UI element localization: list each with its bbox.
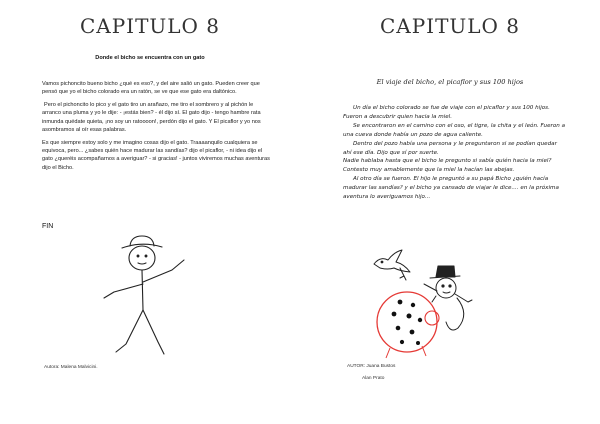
story-text-left [42,80,270,176]
chapter-subtitle-right: El viaje del bicho, el picaflor y sus 100 hijos [376,78,524,86]
author-credit-right: AUTOR: Juana Bustos [347,364,396,369]
paragraph: Vamos pichoncito bueno bicho ¿qué es eso?, y del aire salió un gato. Pueden creer que pensó que yo el bicho colorado era un ratón, se ve que ese gato era daltónico. [42,81,260,96]
paragraph: Dentro del pozo había una persona y le preguntaron si se podían quedar ahí ese día. Dijo que sí por suerte. [343,140,557,156]
paragraph: Pero el pichoncito lo pico y el gato tiro un arañazo, me tiro el sombrero y al pichón le arranco una pluma y yo le dije: - ¡estás bien? - él dijo sí. El gato dijo - tengo hambre rata inmunda quédate quieta, ¡no soy un ratoooon!, perdón dijo el gato. Y El picaflor y yo nos asombramos al oír esas palabras. [42,102,261,133]
stick-figure-with-hat-icon [100,232,210,357]
paragraph: Es que siempre estoy solo y me imagino cosas dijo el gato. Traaaanquilo cualquiera se equivoca, pero... ¿sabes quién hace madurar las sandías? dijo el picaflor, - ni idea dijo el gato ¿queréis acompañarnos a averiguar? - si gracias! - juntos viviremos muchas aventuras dijo el Bicho. [42,139,270,171]
chapter-title-right: CAPITULO 8 [379,14,521,38]
paragraph: Al otro día se fueron. El hijo le preguntó a su papá Bicho ¿quién hacía madurar las sandías? y el bicho ya cansado de viajar le dice.... en la próxima aventura lo averiguamos hijo... [343,176,559,201]
chapter-title-left: CAPITULO 8 [79,14,221,38]
paragraph: Se encontraron en el camino con el oso, el tigre, la chita y el león. Fueron a una cueva donde había un pozo de agua caliente. [343,122,566,138]
fin-label: FIN [42,223,54,230]
author-credit-right-2: Alan Prato [362,376,385,381]
story-text-right [343,104,565,202]
paragraph: Nadie hablaba hasta que el bicho le pregunto si sabía quién hacia la miel? Contesto muy amablemente que la miel la hacían las abejas. [343,158,552,174]
chapter-subtitle-left: Donde el bicho se encuentra con un gato [95,55,205,61]
author-credit-left: Autora: Malena Malvicini. [44,365,98,370]
paragraph: Un día el bicho colorado se fue de viaje con el picaflor y sus 100 hijos. Fueron a descubrir quien hacia la miel. [343,105,550,120]
ladybug-snowman-with-bird-icon [360,244,480,364]
